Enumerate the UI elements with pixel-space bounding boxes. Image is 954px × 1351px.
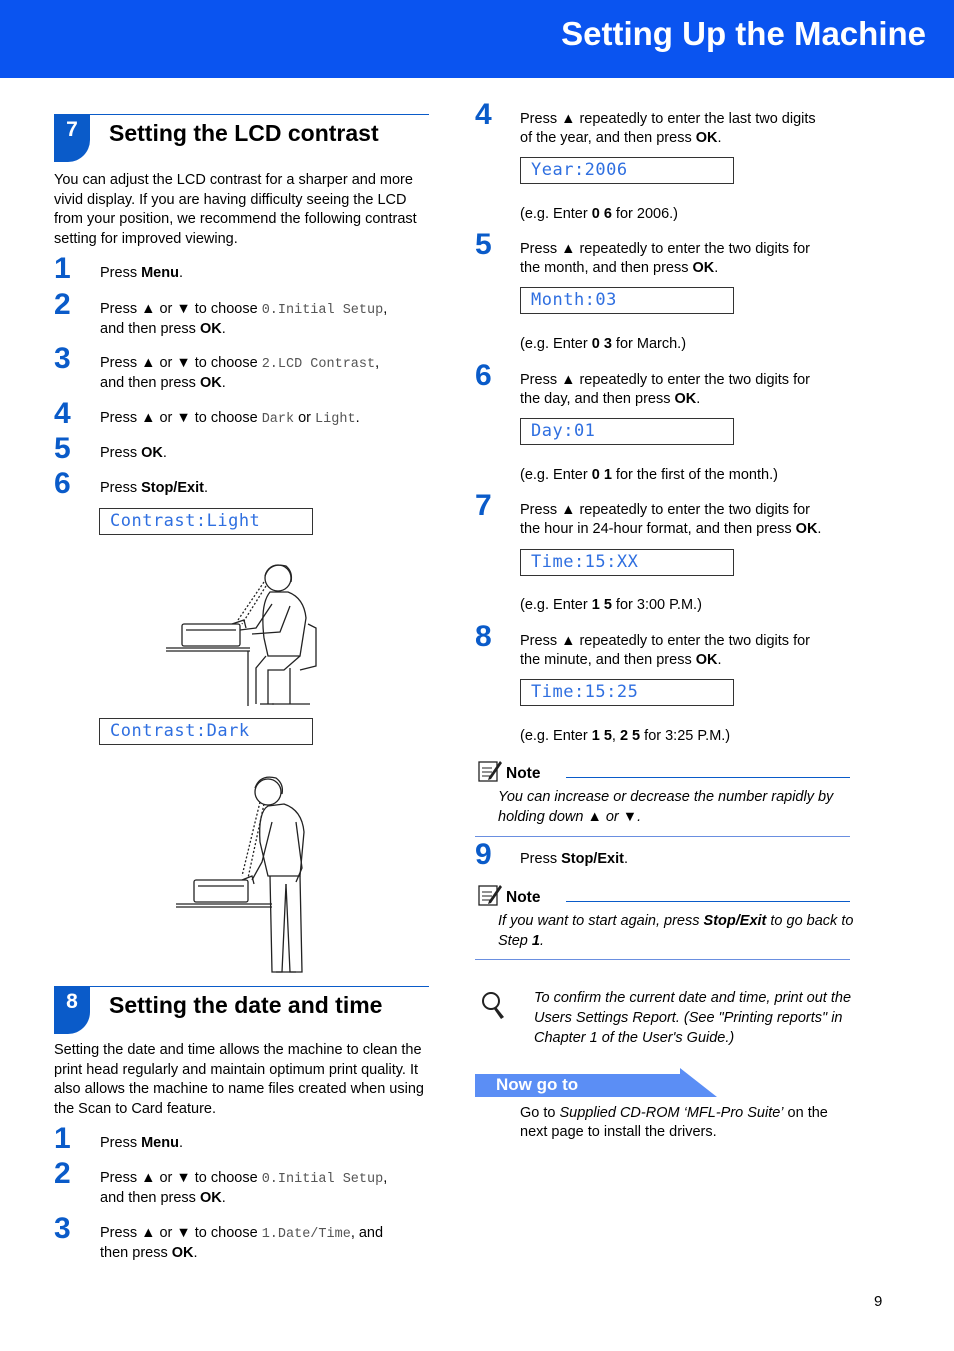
r-step-9-text: Press Stop/Exit.	[520, 851, 628, 867]
s7-step-4-text: Press ▲ or ▼ to choose Dark or Light.	[100, 410, 360, 427]
note-2-rule	[566, 901, 850, 902]
note-2-bottom-rule	[475, 959, 850, 960]
note-1-text: You can increase or decrease the number rapidly by holding down ▲ or ▼.	[498, 789, 834, 825]
section-8-rule	[54, 986, 429, 987]
r-step-5-number: 5	[475, 228, 492, 261]
s8-step-1-text: Press Menu.	[100, 1135, 183, 1151]
r-step-8-example: (e.g. Enter 1 5, 2 5 for 3:25 P.M.)	[520, 728, 731, 744]
s7-step-5-number: 5	[54, 432, 71, 465]
section-7-intro: You can adjust the LCD contrast for a sharper and more vivid display. If you are having difficulty seeing the LCD from your position, we recommend the following contrast setting for improved viewing.	[54, 172, 417, 247]
r-step-7-text: Press ▲ repeatedly to enter the two digits for the hour in 24-hour format, and then press OK.	[520, 502, 822, 537]
page-number: 9	[874, 1293, 883, 1310]
r-step-6-example: (e.g. Enter 0 1 for the first of the month.)	[520, 467, 778, 483]
s7-step-1-number: 1	[54, 252, 71, 285]
s7-step-1-text: Press Menu.	[100, 265, 183, 281]
r-step-4-example: (e.g. Enter 0 6 for 2006.)	[520, 206, 678, 222]
s8-step-3-number: 3	[54, 1212, 71, 1245]
s7-step-6-text: Press Stop/Exit.	[100, 480, 208, 496]
r-step-7-example: (e.g. Enter 1 5 for 3:00 P.M.)	[520, 597, 702, 613]
note-1-bottom-rule	[475, 836, 850, 837]
s8-step-1-number: 1	[54, 1122, 71, 1155]
s7-step-6-number: 6	[54, 467, 71, 500]
s8-step-2-text: Press ▲ or ▼ to choose 0.Initial Setup, and then press OK.	[100, 1170, 388, 1206]
lcd-time-minute: Time:15:25	[520, 679, 734, 706]
r-step-6-number: 6	[475, 359, 492, 392]
section-7-rule	[54, 114, 429, 115]
page-title: Setting Up the Machine	[561, 15, 926, 52]
lcd-month: Month:03	[520, 287, 734, 314]
note-2-text: If you want to start again, press Stop/Exit to go back to Step 1.	[498, 913, 854, 949]
lcd-contrast-dark: Contrast:Dark	[99, 718, 313, 745]
seated-person-illustration	[160, 558, 325, 708]
section-8-badge: 8	[54, 986, 90, 1034]
r-step-9-number: 9	[475, 838, 492, 871]
note-1-heading: Note	[506, 765, 541, 782]
now-go-to-text: Go to Supplied CD-ROM ‘MFL-Pro Suite’ on the next page to install the drivers.	[520, 1105, 828, 1140]
section-7-title: Setting the LCD contrast	[109, 120, 379, 146]
s7-step-3-text: Press ▲ or ▼ to choose 2.LCD Contrast, and then press OK.	[100, 355, 380, 391]
r-step-4-text: Press ▲ repeatedly to enter the last two digits of the year, and then press OK.	[520, 111, 816, 146]
r-step-6-text: Press ▲ repeatedly to enter the two digits for the day, and then press OK.	[520, 372, 810, 407]
magnifier-icon	[480, 990, 508, 1020]
s8-step-3-text: Press ▲ or ▼ to choose 1.Date/Time, and then press OK.	[100, 1225, 384, 1261]
r-step-8-text: Press ▲ repeatedly to enter the two digits for the minute, and then press OK.	[520, 633, 810, 668]
s7-step-5-text: Press OK.	[100, 445, 167, 461]
s7-step-2-text: Press ▲ or ▼ to choose 0.Initial Setup, and then press OK.	[100, 301, 388, 337]
lcd-day: Day:01	[520, 418, 734, 445]
note-icon	[477, 883, 503, 907]
page-header	[0, 0, 954, 78]
s8-step-2-number: 2	[54, 1157, 71, 1190]
note-icon	[477, 759, 503, 783]
r-step-5-example: (e.g. Enter 0 3 for March.)	[520, 336, 687, 352]
lcd-contrast-light: Contrast:Light	[99, 508, 313, 535]
s7-step-3-number: 3	[54, 342, 71, 375]
lcd-time-hour: Time:15:XX	[520, 549, 734, 576]
r-step-8-number: 8	[475, 620, 492, 653]
lcd-year: Year:2006	[520, 157, 734, 184]
s7-step-2-number: 2	[54, 288, 71, 321]
s7-step-4-number: 4	[54, 397, 71, 430]
tip-text: To confirm the current date and time, print out the Users Settings Report. (See "Printing reports" in Chapter 1 of the User's Guide.)	[534, 990, 852, 1046]
standing-person-illustration	[172, 772, 322, 982]
section-8-intro: Setting the date and time allows the machine to clean the print head regularly and maintain optimum print quality. It also allows the machine to name files created when using the Scan to Card feature.	[54, 1042, 424, 1117]
note-1-rule	[566, 777, 850, 778]
r-step-4-number: 4	[475, 98, 492, 131]
note-2-heading: Note	[506, 889, 541, 906]
r-step-7-number: 7	[475, 489, 492, 522]
section-7-badge: 7	[54, 114, 90, 162]
r-step-5-text: Press ▲ repeatedly to enter the two digits for the month, and then press OK.	[520, 241, 810, 276]
now-go-to-label: Now go to	[496, 1075, 579, 1094]
section-8-title: Setting the date and time	[109, 992, 383, 1018]
